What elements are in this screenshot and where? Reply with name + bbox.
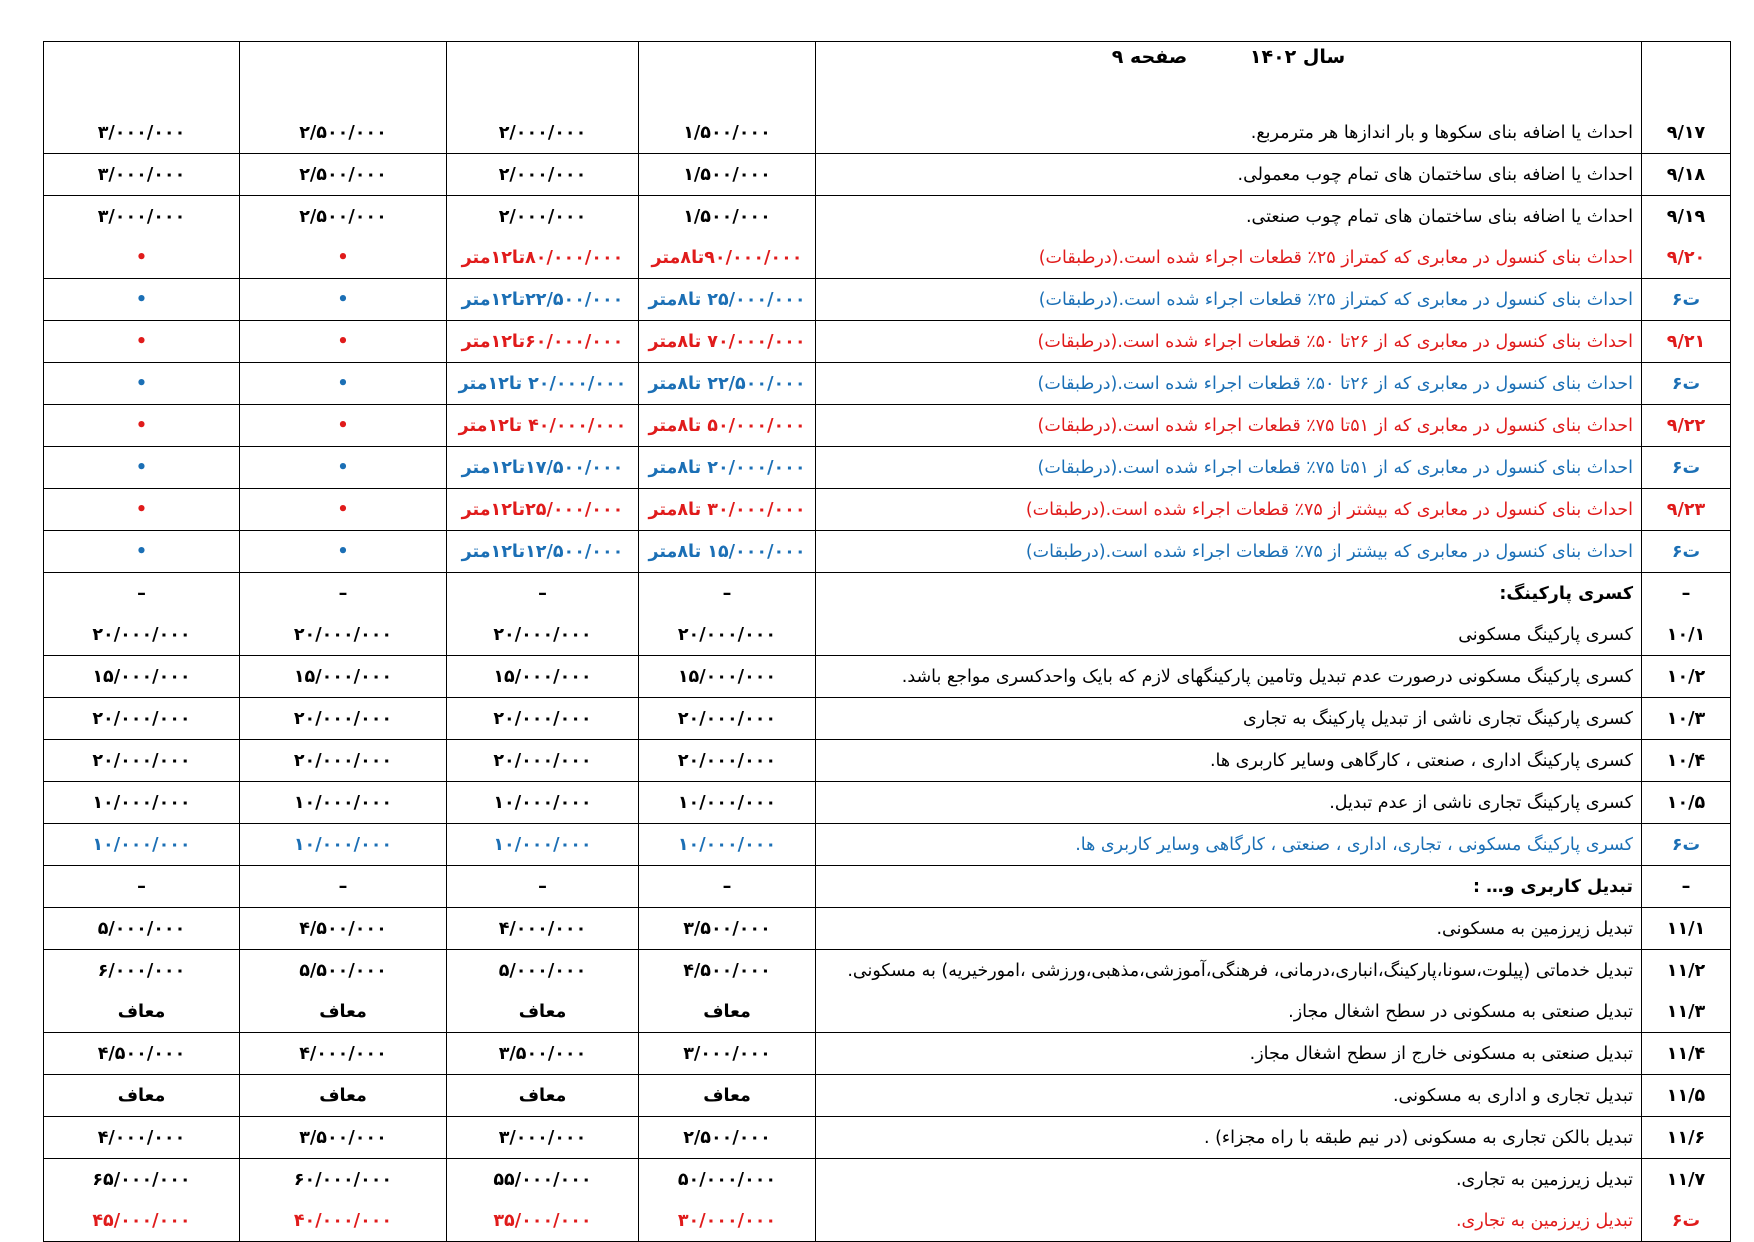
price-col-3: • [240,405,447,447]
price-col-4: ۱۵/۰۰۰/۰۰۰ [44,656,240,698]
price-col-4: ۶۵/۰۰۰/۰۰۰ [44,1159,240,1201]
price-col-3: • [240,489,447,531]
row-description: تبدیل خدماتی (پیلوت،سونا،پارکینگ،انباری،درمانی، فرهنگی،آموزشی،مذهبی،ورزشی ،امورخیریه) به مسکونی. [816,950,1642,992]
header-row [44,42,1731,113]
table-row [44,1075,1731,1117]
price-col-3: ۴۰/۰۰۰/۰۰۰ [240,1200,447,1242]
price-col-1: ۵۰/۰۰۰/۰۰۰ [639,1159,816,1201]
price-col-2: ۲۰/۰۰۰/۰۰۰ [447,740,639,782]
price-col-4: ۴/۰۰۰/۰۰۰ [44,1117,240,1159]
row-description: کسری پارکینگ مسکونی ، تجاری، اداری ، صنعتی ، کارگاهی وسایر کاربری ها. [816,824,1642,866]
page-label: صفحه ۹ [1111,46,1188,68]
price-col-1: ۲۰/۰۰۰/۰۰۰ تا۸متر [639,447,816,489]
row-code: ۱۰/۲ [1642,656,1731,698]
price-col-1: – [639,573,816,615]
row-description: کسری پارکینگ: [816,573,1642,615]
price-col-4: ۴۵/۰۰۰/۰۰۰ [44,1200,240,1242]
row-code: ۹/۲۰ [1642,237,1731,279]
table-row [44,447,1731,489]
table-row [44,782,1731,824]
table-row [44,1033,1731,1075]
price-col-2: ۲/۰۰۰/۰۰۰ [447,154,639,196]
row-code: ت۶ [1642,279,1731,321]
price-col-2: – [447,573,639,615]
row-code: ۹/۱۷ [1642,112,1731,154]
price-col-4: • [44,489,240,531]
price-col-1: ۲۰/۰۰۰/۰۰۰ [639,614,816,656]
price-col-4: ۲۰/۰۰۰/۰۰۰ [44,698,240,740]
price-col-1: ۲/۵۰۰/۰۰۰ [639,1117,816,1159]
price-col-3: ۲/۵۰۰/۰۰۰ [240,112,447,154]
row-code: ۱۰/۱ [1642,614,1731,656]
price-col-1: ۹۰/۰۰۰/۰۰۰تا۸متر [639,237,816,279]
price-col-4: ۱۰/۰۰۰/۰۰۰ [44,824,240,866]
table-row [44,321,1731,363]
row-code: ت۶ [1642,824,1731,866]
price-col-1: ۳/۰۰۰/۰۰۰ [639,1033,816,1075]
price-col-4: • [44,531,240,573]
price-col-4: ۳/۰۰۰/۰۰۰ [44,112,240,154]
price-col-1: ۲۰/۰۰۰/۰۰۰ [639,698,816,740]
table-row [44,279,1731,321]
row-code: ت۶ [1642,363,1731,405]
price-col-3: ۱۰/۰۰۰/۰۰۰ [240,782,447,824]
row-description: احداث بنای کنسول در معابری که از ۵۱تا ۷۵٪ قطعات اجراء شده است.(درطبقات) [816,447,1642,489]
price-col-1: ۱/۵۰۰/۰۰۰ [639,196,816,238]
table-row [44,489,1731,531]
price-col-3: ۲۰/۰۰۰/۰۰۰ [240,614,447,656]
price-col-3: ۲۰/۰۰۰/۰۰۰ [240,740,447,782]
price-col-2: ۶۰/۰۰۰/۰۰۰تا۱۲متر [447,321,639,363]
row-code: ۱۱/۱ [1642,908,1731,950]
price-col-1: ۱۰/۰۰۰/۰۰۰ [639,824,816,866]
table-row [44,196,1731,238]
price-col-3: ۲/۵۰۰/۰۰۰ [240,196,447,238]
price-col-1: ۲۵/۰۰۰/۰۰۰ تا۸متر [639,279,816,321]
price-col-3: • [240,447,447,489]
price-col-1: ۱۰/۰۰۰/۰۰۰ [639,782,816,824]
table-row [44,112,1731,154]
header-title-cell [816,42,1642,113]
price-col-2: ۱۰/۰۰۰/۰۰۰ [447,782,639,824]
price-col-3: – [240,866,447,908]
price-col-2: ۲۲/۵۰۰/۰۰۰تا۱۲متر [447,279,639,321]
price-col-1: ۷۰/۰۰۰/۰۰۰ تا۸متر [639,321,816,363]
price-col-2: ۵/۰۰۰/۰۰۰ [447,950,639,992]
price-col-2: ۳/۰۰۰/۰۰۰ [447,1117,639,1159]
price-col-2: ۵۵/۰۰۰/۰۰۰ [447,1159,639,1201]
price-col-4: ۶/۰۰۰/۰۰۰ [44,950,240,992]
price-col-3: ۶۰/۰۰۰/۰۰۰ [240,1159,447,1201]
price-col-3: ۴/۰۰۰/۰۰۰ [240,1033,447,1075]
price-col-4: ۲۰/۰۰۰/۰۰۰ [44,614,240,656]
table-row [44,824,1731,866]
price-col-3: معاف [240,1075,447,1117]
year-label: سال ۱۴۰۲ [1249,46,1346,68]
price-col-2: ۴/۰۰۰/۰۰۰ [447,908,639,950]
price-col-3: ۲۰/۰۰۰/۰۰۰ [240,698,447,740]
row-description: کسری پارکینگ مسکونی [816,614,1642,656]
price-col-4: ۳/۰۰۰/۰۰۰ [44,154,240,196]
price-col-4: • [44,237,240,279]
price-col-3: – [240,573,447,615]
row-description: تبدیل صنعتی به مسکونی در سطح اشغال مجاز. [816,991,1642,1033]
row-code: ۱۱/۶ [1642,1117,1731,1159]
price-col-1: ۵۰/۰۰۰/۰۰۰ تا۸متر [639,405,816,447]
price-col-1: ۲۰/۰۰۰/۰۰۰ [639,740,816,782]
price-col-1: ۱۵/۰۰۰/۰۰۰ تا۸متر [639,531,816,573]
price-col-3: ۱۵/۰۰۰/۰۰۰ [240,656,447,698]
price-col-1: – [639,866,816,908]
price-col-2: ۲۰/۰۰۰/۰۰۰ [447,698,639,740]
price-col-4: – [44,866,240,908]
price-col-2: ۱۷/۵۰۰/۰۰۰تا۱۲متر [447,447,639,489]
price-col-4: معاف [44,1075,240,1117]
price-col-4: • [44,405,240,447]
price-col-3: ۱۰/۰۰۰/۰۰۰ [240,824,447,866]
price-col-2: ۳/۵۰۰/۰۰۰ [447,1033,639,1075]
price-col-4: ۲۰/۰۰۰/۰۰۰ [44,740,240,782]
price-col-4: ۱۰/۰۰۰/۰۰۰ [44,782,240,824]
row-description: کسری پارکینگ تجاری ناشی از تبدیل پارکینگ به تجاری [816,698,1642,740]
price-col-3: • [240,531,447,573]
row-description: تبدیل زیرزمین به مسکونی. [816,908,1642,950]
row-description: احداث بنای کنسول در معابری که بیشتر از ۷۵٪ قطعات اجراء شده است.(درطبقات) [816,489,1642,531]
price-col-1: ۳۰/۰۰۰/۰۰۰ تا۸متر [639,489,816,531]
price-col-4: • [44,447,240,489]
row-description: احداث یا اضافه بنای ساختمان های تمام چوب معمولی. [816,154,1642,196]
row-description: احداث بنای کنسول در معابری که از ۲۶تا ۵۰٪ قطعات اجراء شده است.(درطبقات) [816,321,1642,363]
row-description: احداث بنای کنسول در معابری که بیشتر از ۷۵٪ قطعات اجراء شده است.(درطبقات) [816,531,1642,573]
price-col-2: ۱۰/۰۰۰/۰۰۰ [447,824,639,866]
row-code: – [1642,866,1731,908]
row-code: ۹/۲۲ [1642,405,1731,447]
price-col-2: – [447,866,639,908]
row-description: احداث بنای کنسول در معابری که کمتراز ۲۵٪ قطعات اجراء شده است.(درطبقات) [816,237,1642,279]
price-col-2: ۸۰/۰۰۰/۰۰۰تا۱۲متر [447,237,639,279]
table-row [44,614,1731,656]
price-col-4: ۴/۵۰۰/۰۰۰ [44,1033,240,1075]
price-col-1: ۱/۵۰۰/۰۰۰ [639,112,816,154]
row-code: ت۶ [1642,531,1731,573]
table-row [44,405,1731,447]
row-code: ۹/۱۹ [1642,196,1731,238]
row-description: احداث بنای کنسول در معابری که کمتراز ۲۵٪ قطعات اجراء شده است.(درطبقات) [816,279,1642,321]
row-code: ۱۱/۷ [1642,1159,1731,1201]
price-col-3: • [240,363,447,405]
row-description: احداث بنای کنسول در معابری که از ۲۶تا ۵۰٪ قطعات اجراء شده است.(درطبقات) [816,363,1642,405]
table-row [44,1159,1731,1201]
price-col-2: معاف [447,991,639,1033]
price-col-1: معاف [639,1075,816,1117]
row-code: ۱۱/۴ [1642,1033,1731,1075]
price-col-2: ۱۲/۵۰۰/۰۰۰تا۱۲متر [447,531,639,573]
row-description: کسری پارکینگ مسکونی درصورت عدم تبدیل وتامین پارکینگهای لازم که بایک واحدکسری مواجع باشد. [816,656,1642,698]
table-row [44,237,1731,279]
price-col-1: ۱/۵۰۰/۰۰۰ [639,154,816,196]
table-row [44,573,1731,615]
price-col-2: ۲۰/۰۰۰/۰۰۰ [447,614,639,656]
price-col-4: ۵/۰۰۰/۰۰۰ [44,908,240,950]
row-code: ۹/۱۸ [1642,154,1731,196]
price-col-3: • [240,237,447,279]
price-col-1: معاف [639,991,816,1033]
row-code: ۹/۲۳ [1642,489,1731,531]
row-description: تبدیل صنعتی به مسکونی خارج از سطح اشغال مجاز. [816,1033,1642,1075]
table-row [44,991,1731,1033]
table-row [44,154,1731,196]
row-code: ۱۱/۲ [1642,950,1731,992]
price-col-2: ۲۰/۰۰۰/۰۰۰ تا۱۲متر [447,363,639,405]
price-col-3: ۵/۵۰۰/۰۰۰ [240,950,447,992]
table-row [44,363,1731,405]
row-code: ۱۰/۴ [1642,740,1731,782]
row-code: ت۶ [1642,447,1731,489]
price-col-3: ۲/۵۰۰/۰۰۰ [240,154,447,196]
tariff-table [43,41,1731,1242]
price-col-3: • [240,279,447,321]
price-col-4: ۳/۰۰۰/۰۰۰ [44,196,240,238]
price-col-1: ۳/۵۰۰/۰۰۰ [639,908,816,950]
row-code: ۱۱/۵ [1642,1075,1731,1117]
price-col-3: ۴/۵۰۰/۰۰۰ [240,908,447,950]
price-col-1: ۱۵/۰۰۰/۰۰۰ [639,656,816,698]
price-col-1: ۳۰/۰۰۰/۰۰۰ [639,1200,816,1242]
row-code: ۹/۲۱ [1642,321,1731,363]
price-col-2: ۲۵/۰۰۰/۰۰۰تا۱۲متر [447,489,639,531]
row-description: تبدیل زیرزمین به تجاری. [816,1159,1642,1201]
row-description: تبدیل کاربری و… : [816,866,1642,908]
row-description: تبدیل بالکن تجاری به مسکونی (در نیم طبقه با راه مجزاء) . [816,1117,1642,1159]
table-row [44,866,1731,908]
row-description: کسری پارکینگ تجاری ناشی از عدم تبدیل. [816,782,1642,824]
price-col-4: معاف [44,991,240,1033]
price-col-1: ۴/۵۰۰/۰۰۰ [639,950,816,992]
price-col-1: ۲۲/۵۰۰/۰۰۰ تا۸متر [639,363,816,405]
row-description: احداث یا اضافه بنای سکوها و بار اندازها هر مترمربع. [816,112,1642,154]
price-col-4: • [44,321,240,363]
price-col-3: ۳/۵۰۰/۰۰۰ [240,1117,447,1159]
table-row [44,950,1731,992]
row-code: ۱۱/۳ [1642,991,1731,1033]
price-col-4: – [44,573,240,615]
row-code: ۱۰/۳ [1642,698,1731,740]
table-row [44,698,1731,740]
price-col-3: • [240,321,447,363]
price-col-2: ۲/۰۰۰/۰۰۰ [447,196,639,238]
price-col-4: • [44,279,240,321]
row-description: احداث بنای کنسول در معابری که از ۵۱تا ۷۵٪ قطعات اجراء شده است.(درطبقات) [816,405,1642,447]
row-description: احداث یا اضافه بنای ساختمان های تمام چوب صنعتی. [816,196,1642,238]
table-row [44,740,1731,782]
row-description: تبدیل زیرزمین به تجاری. [816,1200,1642,1242]
price-col-3: معاف [240,991,447,1033]
table-row [44,908,1731,950]
price-col-4: • [44,363,240,405]
row-description: تبدیل تجاری و اداری به مسکونی. [816,1075,1642,1117]
row-description: کسری پارکینگ اداری ، صنعتی ، کارگاهی وسایر کاربری ها. [816,740,1642,782]
price-col-2: ۱۵/۰۰۰/۰۰۰ [447,656,639,698]
table-row [44,656,1731,698]
row-code: – [1642,573,1731,615]
price-col-2: ۲/۰۰۰/۰۰۰ [447,112,639,154]
table-row [44,1200,1731,1242]
price-col-2: ۴۰/۰۰۰/۰۰۰ تا۱۲متر [447,405,639,447]
row-code: ۱۰/۵ [1642,782,1731,824]
table-row [44,531,1731,573]
price-col-2: معاف [447,1075,639,1117]
row-code: ت۶ [1642,1200,1731,1242]
table-row [44,1117,1731,1159]
price-col-2: ۳۵/۰۰۰/۰۰۰ [447,1200,639,1242]
